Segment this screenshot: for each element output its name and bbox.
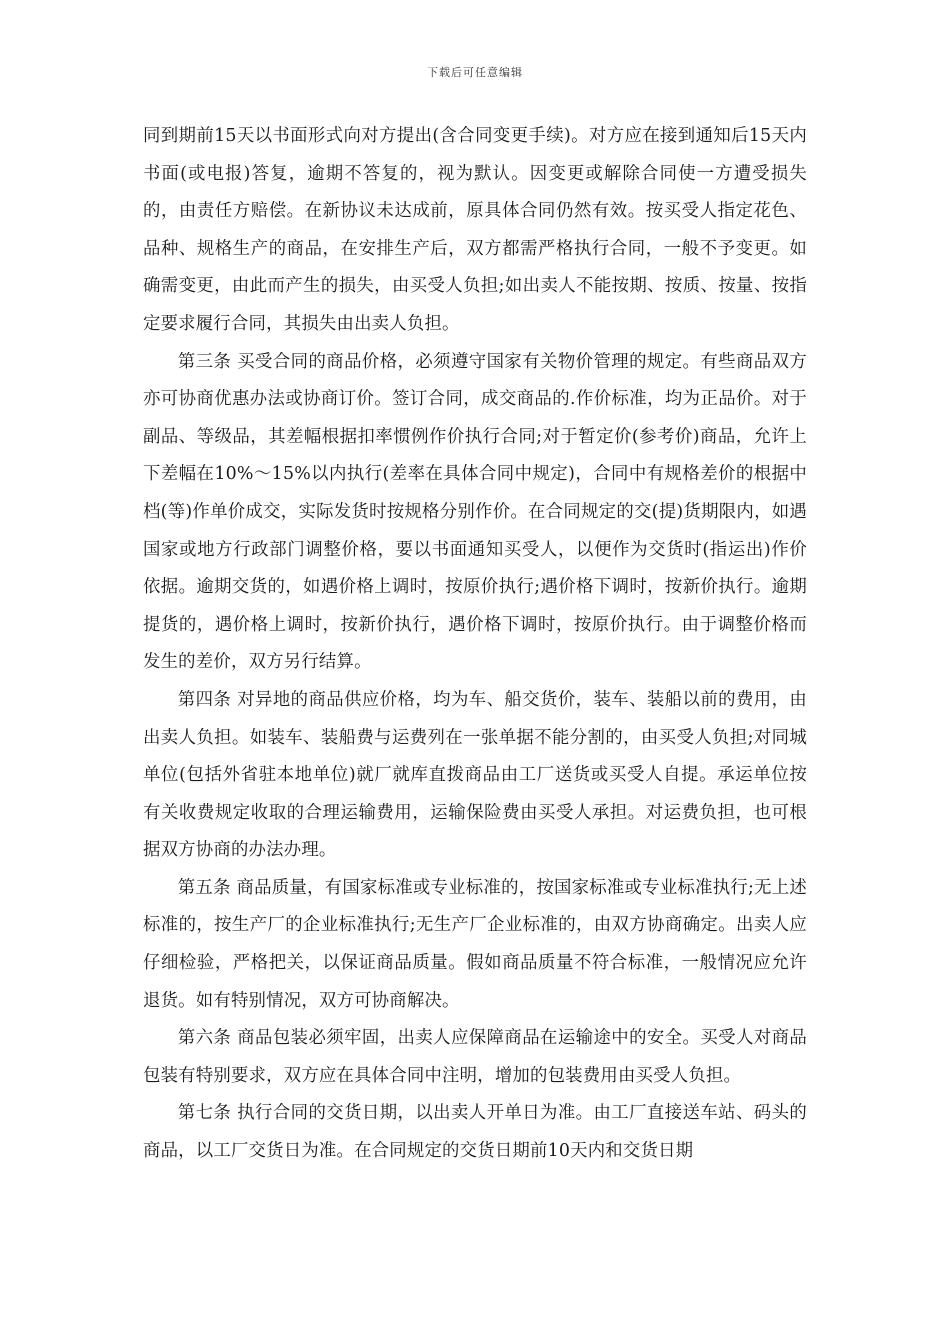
paragraph-article-3: 第三条 买受合同的商品价格，必须遵守国家有关物价管理的规定。有些商品双方亦可协商优惠办法或协商订价。签订合同，成交商品的.作价标准，均为正品价。对于副品、等级品，其差幅根据扣率惯例作价执行合同;对于暂定价(参考价)商品，允许上下差幅在10%～15%以内执行(差率在具体合同中规定)，合同中有规格差价的根据中档(等)作单价成交，实际发货时按规格分别作价。在合同规定的交(提)货期限内，如遇国家或地方行政部门调整价格，要以书面通知买受人，以便作为交货时(指运出)作价依据。逾期交货的，如遇价格上调时，按原价执行;遇价格下调时，按新价执行。逾期提货的，遇价格上调时，按新价执行，遇价格下调时，按原价执行。由于调整价格而发生的差价，双方另行结算。 xyxy=(143,351,807,673)
paragraph-continuation: 同到期前15天以书面形式向对方提出(含合同变更手续)。对方应在接到通知后15天内书面(或电报)答复，逾期不答复的，视为默认。因变更或解除合同使一方遭受损失的，由责任方赔偿。在新协议未达成前，原具体合同仍然有效。按买受人指定花色、品种、规格生产的商品，在安排生产后，双方都需严格执行合同，一般不予变更。如确需变更，由此而产生的损失，由买受人负担;如出卖人不能按期、按质、按量、按指定要求履行合同，其损失由出卖人负担。 xyxy=(143,126,807,334)
paragraph-article-6: 第六条 商品包装必须牢固，出卖人应保障商品在运输途中的安全。买受人对商品包装有特别要求，双方应在具体合同中注明，增加的包装费用由买受人负担。 xyxy=(143,1028,807,1086)
paragraph-article-4: 第四条 对异地的商品供应价格，均为车、船交货价，装车、装船以前的费用，由出卖人负担。如装车、装船费与运费列在一张单据不能分割的，由买受人负担;对同城单位(包括外省驻本地单位)就厂就库直拨商品由工厂送货或买受人自提。承运单位按有关收费规定收取的合理运输费用，运输保险费由买受人承担。对运费负担，也可根据双方协商的办法办理。 xyxy=(143,689,807,861)
document-body xyxy=(143,118,807,1171)
page-header: 下载后可任意编辑 xyxy=(427,66,523,79)
paragraph-article-5: 第五条 商品质量，有国家标准或专业标准的，按国家标准或专业标准执行;无上述标准的，按生产厂的企业标准执行;无生产厂企业标准的，由双方协商确定。出卖人应仔细检验，严格把关，以保证商品质量。假如商品质量不符合标准，一般情况应允许退货。如有特别情况，双方可协商解决。 xyxy=(143,877,807,1011)
paragraph-article-7: 第七条 执行合同的交货日期，以出卖人开单日为准。由工厂直接送车站、码头的商品，以工厂交货日为准。在合同规定的交货日期前10天内和交货日期 xyxy=(143,1103,807,1162)
